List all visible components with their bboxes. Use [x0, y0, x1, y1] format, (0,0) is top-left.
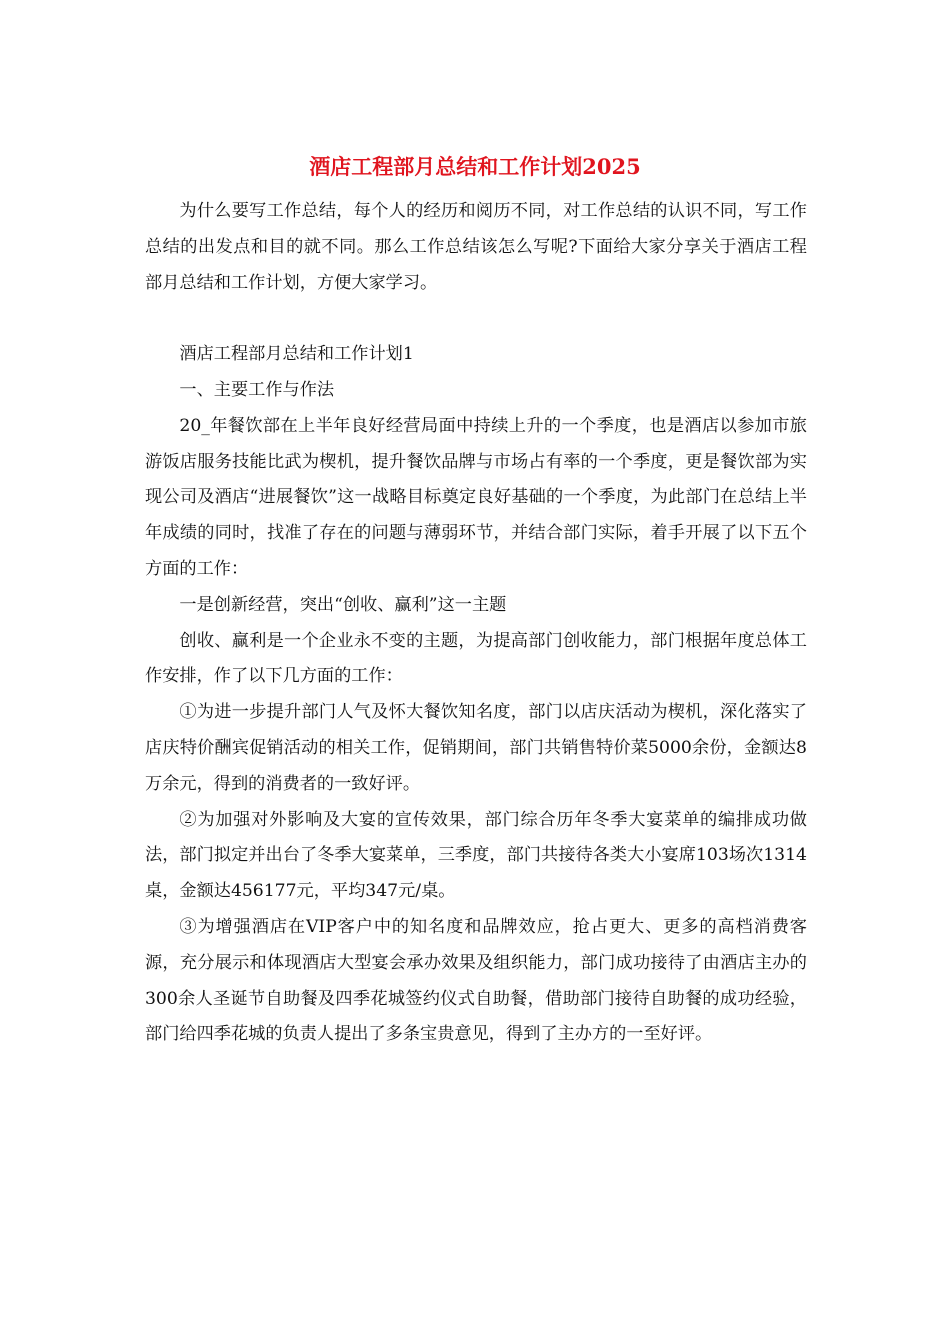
paragraph-overview: 20_年餐饮部在上半年良好经营局面中持续上升的一个季度，也是酒店以参加市旅游饭店服务技能比武为楔机，提升餐饮品牌与市场占有率的一个季度，更是餐饮部为实现公司及酒店“进展餐饮”这一战略目标奠定良好基础的一个季度，为此部门在总结上半年成绩的同时，找准了存在的问题与薄弱环节，并结合部门实际，着手开展了以下五个方面的工作：	[145, 415, 807, 579]
paragraph-revenue: 创收、赢利是一个企业永不变的主题，为提高部门创收能力，部门根据年度总体工作安排，作了以下几方面的工作：	[145, 630, 807, 687]
heading-main-work: 一、主要工作与作法	[179, 379, 335, 400]
heading-innovation: 一是创新经营，突出“创收、赢利”这一主题	[179, 594, 507, 615]
section-title: 酒店工程部月总结和工作计划1	[179, 344, 414, 365]
list-item-banquet: ②为加强对外影响及大宴的宣传效果，部门综合历年冬季大宴菜单的编排成功做法，部门拟定并出台了冬季大宴菜单，三季度，部门共接待各类大小宴席103场次1314桌，金额达456177元，平均347元/桌。	[145, 809, 807, 902]
blank-line	[145, 301, 807, 337]
document-title: 酒店工程部月总结和工作计划2025	[309, 154, 641, 179]
list-item-vip: ③为增强酒店在VIP客户中的知名度和品牌效应，抢占更大、更多的高档消费客源，充分展示和体现酒店大型宴会承办效果及组织能力，部门成功接待了由酒店主办的300余人圣诞节自助餐及四季花城签约仪式自助餐，借助部门接待自助餐的成功经验，部门给四季花城的负责人提出了多条宝贵意见，得到了主办方的一至好评。	[145, 916, 807, 1045]
list-item-promotion: ①为进一步提升部门人气及怀大餐饮知名度，部门以店庆活动为楔机，深化落实了店庆特价酬宾促销活动的相关工作，促销期间，部门共销售特价菜5000余份，金额达8万余元，得到的消费者的一致好评。	[145, 702, 807, 794]
document-body	[145, 194, 807, 1053]
intro-paragraph: 为什么要写工作总结，每个人的经历和阅历不同，对工作总结的认识不同，写工作总结的出发点和目的就不同。那么工作总结该怎么写呢?下面给大家分享关于酒店工程部月总结和工作计划，方便大家学习。	[145, 201, 807, 293]
